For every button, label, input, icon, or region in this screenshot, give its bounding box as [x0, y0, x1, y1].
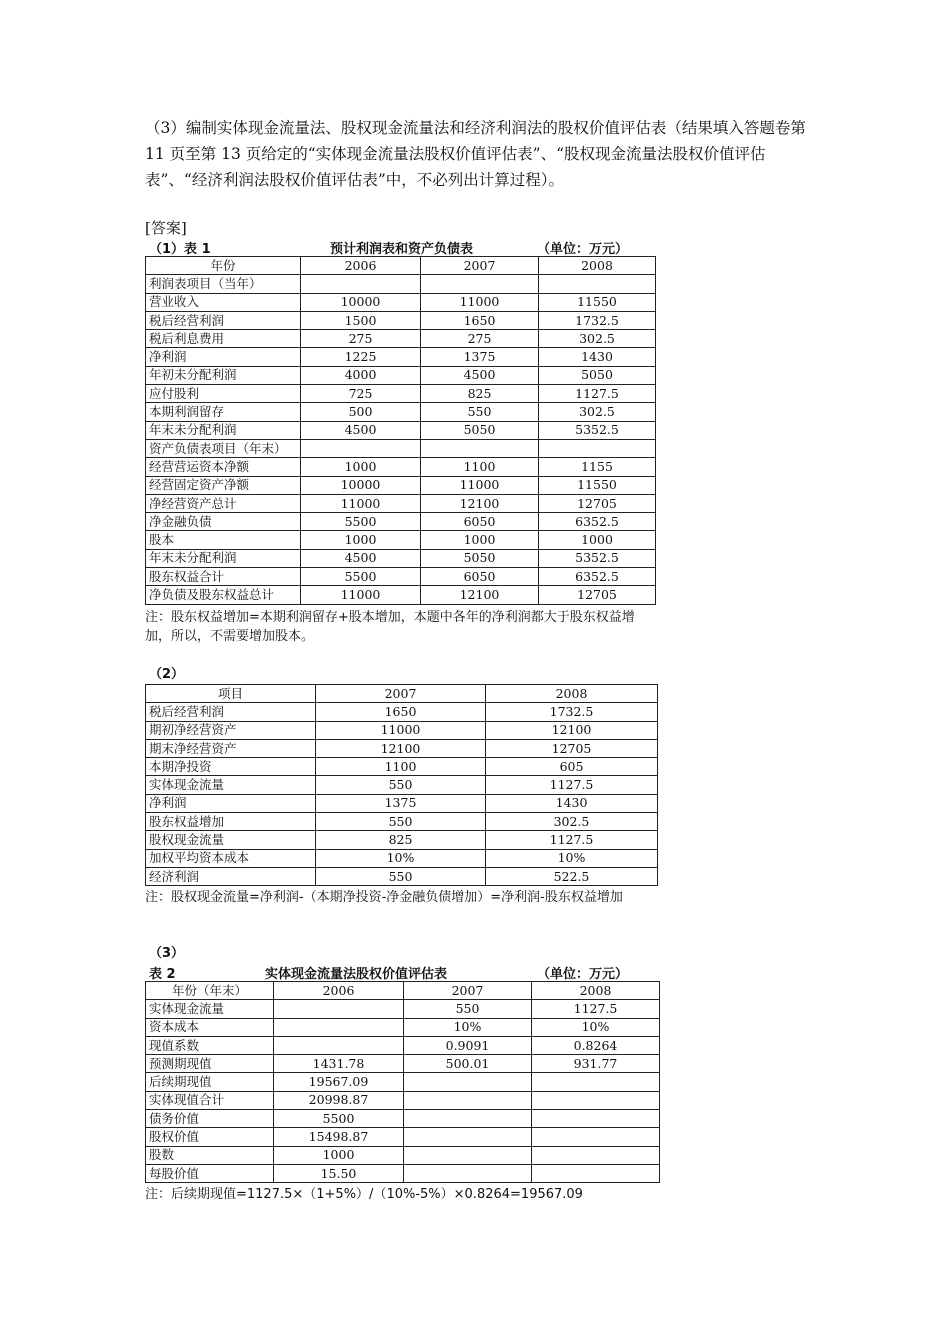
row-label-cell: 项目: [146, 685, 316, 703]
table-row: [146, 1073, 660, 1091]
value-cell: 2008: [486, 685, 658, 703]
value-cell: 5050: [421, 421, 539, 439]
value-cell: 10%: [486, 849, 658, 867]
row-label-cell: 经营营运资本净额: [146, 458, 301, 476]
table-1-title: 预计利润表和资产负债表: [330, 242, 474, 257]
table-row: [146, 293, 656, 311]
value-cell: 1732.5: [486, 703, 658, 721]
table-3-block: [145, 945, 659, 1204]
table-2-label: （2）: [149, 667, 185, 682]
table-row: [146, 1055, 660, 1073]
answer-label: [答案]: [145, 219, 187, 237]
row-label-cell: 净利润: [146, 794, 316, 812]
row-label-cell: 每股价值: [146, 1164, 274, 1182]
table-1-unit: （单位：万元）: [537, 242, 629, 257]
table-row: [146, 721, 658, 739]
value-cell: 550: [316, 776, 486, 794]
value-cell: [532, 1146, 660, 1164]
value-cell: 1100: [421, 458, 539, 476]
value-cell: 4000: [301, 366, 421, 384]
row-label-cell: 税后利息费用: [146, 330, 301, 348]
value-cell: 2006: [301, 257, 421, 275]
value-cell: 1225: [301, 348, 421, 366]
value-cell: 15498.87: [274, 1128, 404, 1146]
value-cell: 1732.5: [539, 311, 656, 329]
row-label-cell: 营业收入: [146, 293, 301, 311]
row-label-cell: 资本成本: [146, 1018, 274, 1036]
table-row: [146, 586, 656, 604]
row-label-cell: 债务价值: [146, 1110, 274, 1128]
value-cell: 11000: [301, 494, 421, 512]
value-cell: 1000: [301, 531, 421, 549]
table-row: [146, 1128, 660, 1146]
value-cell: [404, 1164, 532, 1182]
table-3-unit: （单位：万元）: [537, 967, 629, 982]
table-1: [145, 256, 656, 605]
row-label-cell: 税后经营利润: [146, 703, 316, 721]
value-cell: 1650: [316, 703, 486, 721]
value-cell: 12100: [421, 494, 539, 512]
value-cell: [404, 1091, 532, 1109]
value-cell: 6050: [421, 513, 539, 531]
value-cell: 19567.09: [274, 1073, 404, 1091]
value-cell: 1375: [316, 794, 486, 812]
value-cell: 1000: [539, 531, 656, 549]
value-cell: 6352.5: [539, 568, 656, 586]
question-text: （3）编制实体现金流量法、股权现金流量法和经济利润法的股权价值评估表（结果填入答题卷第 11 页至第 13 页给定的“实体现金流量法股权价值评估表”、“股权现金流量法股权价值评估表”、“经济利润法股权价值评估表”中，不必列出计算过程）。: [145, 119, 806, 189]
value-cell: 302.5: [539, 330, 656, 348]
row-label-cell: 净利润: [146, 348, 301, 366]
value-cell: 15.50: [274, 1164, 404, 1182]
value-cell: 725: [301, 385, 421, 403]
value-cell: 5352.5: [539, 421, 656, 439]
value-cell: 12100: [316, 739, 486, 757]
row-label-cell: 股东权益增加: [146, 813, 316, 831]
value-cell: 2007: [316, 685, 486, 703]
row-label-cell: 年末未分配利润: [146, 549, 301, 567]
value-cell: 11000: [421, 293, 539, 311]
table-row: [146, 1036, 660, 1054]
table-row: [146, 1000, 660, 1018]
row-label-cell: 净负债及股东权益总计: [146, 586, 301, 604]
table-row: [146, 568, 656, 586]
value-cell: 2007: [404, 982, 532, 1000]
table-row: [146, 458, 656, 476]
value-cell: 5500: [301, 568, 421, 586]
table-row: [146, 1146, 660, 1164]
value-cell: 1650: [421, 311, 539, 329]
table-row: [146, 849, 658, 867]
row-label-cell: 股本: [146, 531, 301, 549]
value-cell: 2006: [274, 982, 404, 1000]
value-cell: 6352.5: [539, 513, 656, 531]
value-cell: 1430: [486, 794, 658, 812]
table-1-block: [145, 238, 657, 646]
table-row: [146, 494, 656, 512]
row-label-cell: 股数: [146, 1146, 274, 1164]
value-cell: 10%: [404, 1018, 532, 1036]
table-row: [146, 867, 658, 885]
table-row: [146, 758, 658, 776]
row-label-cell: 年份: [146, 257, 301, 275]
table-2-block: [145, 666, 657, 907]
value-cell: 0.8264: [532, 1036, 660, 1054]
table-3-table-label: 表 2: [149, 967, 176, 982]
value-cell: 302.5: [486, 813, 658, 831]
value-cell: [404, 1146, 532, 1164]
value-cell: 10%: [316, 849, 486, 867]
value-cell: 1000: [421, 531, 539, 549]
value-cell: 302.5: [539, 403, 656, 421]
table-header-row: [146, 685, 658, 703]
value-cell: 1000: [301, 458, 421, 476]
value-cell: 500.01: [404, 1055, 532, 1073]
value-cell: 1431.78: [274, 1055, 404, 1073]
table-row: [146, 813, 658, 831]
table-row: [146, 739, 658, 757]
row-label-cell: 利润表项目（当年）: [146, 275, 301, 293]
table-row: [146, 549, 656, 567]
value-cell: 550: [404, 1000, 532, 1018]
table-row: [146, 531, 656, 549]
table-row: [146, 776, 658, 794]
row-label-cell: 实体现值合计: [146, 1091, 274, 1109]
row-label-cell: 实体现金流量: [146, 776, 316, 794]
value-cell: 931.77: [532, 1055, 660, 1073]
value-cell: 12705: [486, 739, 658, 757]
value-cell: [274, 1036, 404, 1054]
value-cell: 5050: [421, 549, 539, 567]
row-label-cell: 本期净投资: [146, 758, 316, 776]
table-row: [146, 1018, 660, 1036]
table-row: [146, 476, 656, 494]
value-cell: 2008: [539, 257, 656, 275]
value-cell: [532, 1091, 660, 1109]
value-cell: [404, 1128, 532, 1146]
value-cell: 4500: [301, 549, 421, 567]
table-row: [146, 513, 656, 531]
value-cell: 825: [421, 385, 539, 403]
table-row: [146, 703, 658, 721]
value-cell: 11550: [539, 476, 656, 494]
value-cell: 275: [421, 330, 539, 348]
table-1-note: 注：股东权益增加=本期利润留存+股本增加，本题中各年的净利润都大于股东权益增加，所以，不需要增加股本。: [145, 609, 635, 644]
value-cell: 12100: [421, 586, 539, 604]
value-cell: 1127.5: [486, 831, 658, 849]
row-label-cell: 现值系数: [146, 1036, 274, 1054]
value-cell: 1500: [301, 311, 421, 329]
value-cell: [539, 439, 656, 457]
value-cell: [421, 275, 539, 293]
value-cell: 1155: [539, 458, 656, 476]
row-label-cell: 后续期现值: [146, 1073, 274, 1091]
table-3-title: 实体现金流量法股权价值评估表: [265, 967, 448, 982]
row-label-cell: 股权价值: [146, 1128, 274, 1146]
value-cell: 1000: [274, 1146, 404, 1164]
value-cell: [421, 439, 539, 457]
table-header-row: [146, 257, 656, 275]
row-label-cell: 本期利润留存: [146, 403, 301, 421]
value-cell: [539, 275, 656, 293]
value-cell: 5500: [301, 513, 421, 531]
row-label-cell: 税后经营利润: [146, 311, 301, 329]
value-cell: 10000: [301, 476, 421, 494]
value-cell: 550: [316, 813, 486, 831]
table-row: [146, 311, 656, 329]
value-cell: 6050: [421, 568, 539, 586]
value-cell: [532, 1073, 660, 1091]
value-cell: [532, 1164, 660, 1182]
value-cell: 2008: [532, 982, 660, 1000]
row-label-cell: 应付股利: [146, 385, 301, 403]
value-cell: 10%: [532, 1018, 660, 1036]
row-label-cell: 年初未分配利润: [146, 366, 301, 384]
table-row: [146, 1110, 660, 1128]
table-3-note: 注：后续期现值=1127.5×（1+5%）/（10%-5%）×0.8264=19567.09: [145, 1187, 583, 1203]
value-cell: 12100: [486, 721, 658, 739]
table-row: [146, 1091, 660, 1109]
value-cell: 605: [486, 758, 658, 776]
value-cell: 1430: [539, 348, 656, 366]
row-label-cell: 股权现金流量: [146, 831, 316, 849]
table-row: [146, 439, 656, 457]
table-row: [146, 1164, 660, 1182]
value-cell: [301, 275, 421, 293]
table-1-label: （1）表 1: [149, 242, 211, 257]
value-cell: 4500: [301, 421, 421, 439]
value-cell: [532, 1110, 660, 1128]
value-cell: 1127.5: [539, 385, 656, 403]
table-3: [145, 981, 660, 1183]
value-cell: [404, 1110, 532, 1128]
row-label-cell: 净经营资产总计: [146, 494, 301, 512]
value-cell: [301, 439, 421, 457]
row-label-cell: 股东权益合计: [146, 568, 301, 586]
value-cell: 4500: [421, 366, 539, 384]
value-cell: 1100: [316, 758, 486, 776]
value-cell: 12705: [539, 586, 656, 604]
value-cell: 522.5: [486, 867, 658, 885]
row-label-cell: 经营固定资产净额: [146, 476, 301, 494]
value-cell: 5352.5: [539, 549, 656, 567]
table-3-label: （3）: [149, 946, 185, 961]
value-cell: 11000: [316, 721, 486, 739]
value-cell: 20998.87: [274, 1091, 404, 1109]
table-row: [146, 330, 656, 348]
value-cell: 5500: [274, 1110, 404, 1128]
table-row: [146, 421, 656, 439]
table-row: [146, 275, 656, 293]
table-2-note: 注：股权现金流量=净利润-（本期净投资-净金融负债增加）=净利润-股东权益增加: [145, 890, 623, 906]
value-cell: 11550: [539, 293, 656, 311]
value-cell: 2007: [421, 257, 539, 275]
value-cell: 1375: [421, 348, 539, 366]
table-header-row: [146, 982, 660, 1000]
table-2: [145, 684, 658, 886]
row-label-cell: 加权平均资本成本: [146, 849, 316, 867]
value-cell: 825: [316, 831, 486, 849]
table-row: [146, 366, 656, 384]
row-label-cell: 资产负债表项目（年末）: [146, 439, 301, 457]
table-1-caption: [145, 238, 657, 256]
value-cell: 10000: [301, 293, 421, 311]
value-cell: 1127.5: [532, 1000, 660, 1018]
value-cell: [404, 1073, 532, 1091]
value-cell: 550: [421, 403, 539, 421]
value-cell: 11000: [421, 476, 539, 494]
row-label-cell: 年末未分配利润: [146, 421, 301, 439]
row-label-cell: 期末净经营资产: [146, 739, 316, 757]
row-label-cell: 实体现金流量: [146, 1000, 274, 1018]
value-cell: 1127.5: [486, 776, 658, 794]
value-cell: 5050: [539, 366, 656, 384]
row-label-cell: 预测期现值: [146, 1055, 274, 1073]
value-cell: [274, 1000, 404, 1018]
table-3-caption: [145, 963, 659, 981]
value-cell: 11000: [301, 586, 421, 604]
value-cell: [532, 1128, 660, 1146]
row-label-cell: 净金融负债: [146, 513, 301, 531]
table-row: [146, 831, 658, 849]
row-label-cell: 期初净经营资产: [146, 721, 316, 739]
value-cell: 550: [316, 867, 486, 885]
table-row: [146, 403, 656, 421]
value-cell: 275: [301, 330, 421, 348]
table-row: [146, 794, 658, 812]
value-cell: [274, 1018, 404, 1036]
row-label-cell: 年份（年末）: [146, 982, 274, 1000]
table-row: [146, 385, 656, 403]
row-label-cell: 经济利润: [146, 867, 316, 885]
value-cell: 0.9091: [404, 1036, 532, 1054]
value-cell: 12705: [539, 494, 656, 512]
value-cell: 500: [301, 403, 421, 421]
table-row: [146, 348, 656, 366]
